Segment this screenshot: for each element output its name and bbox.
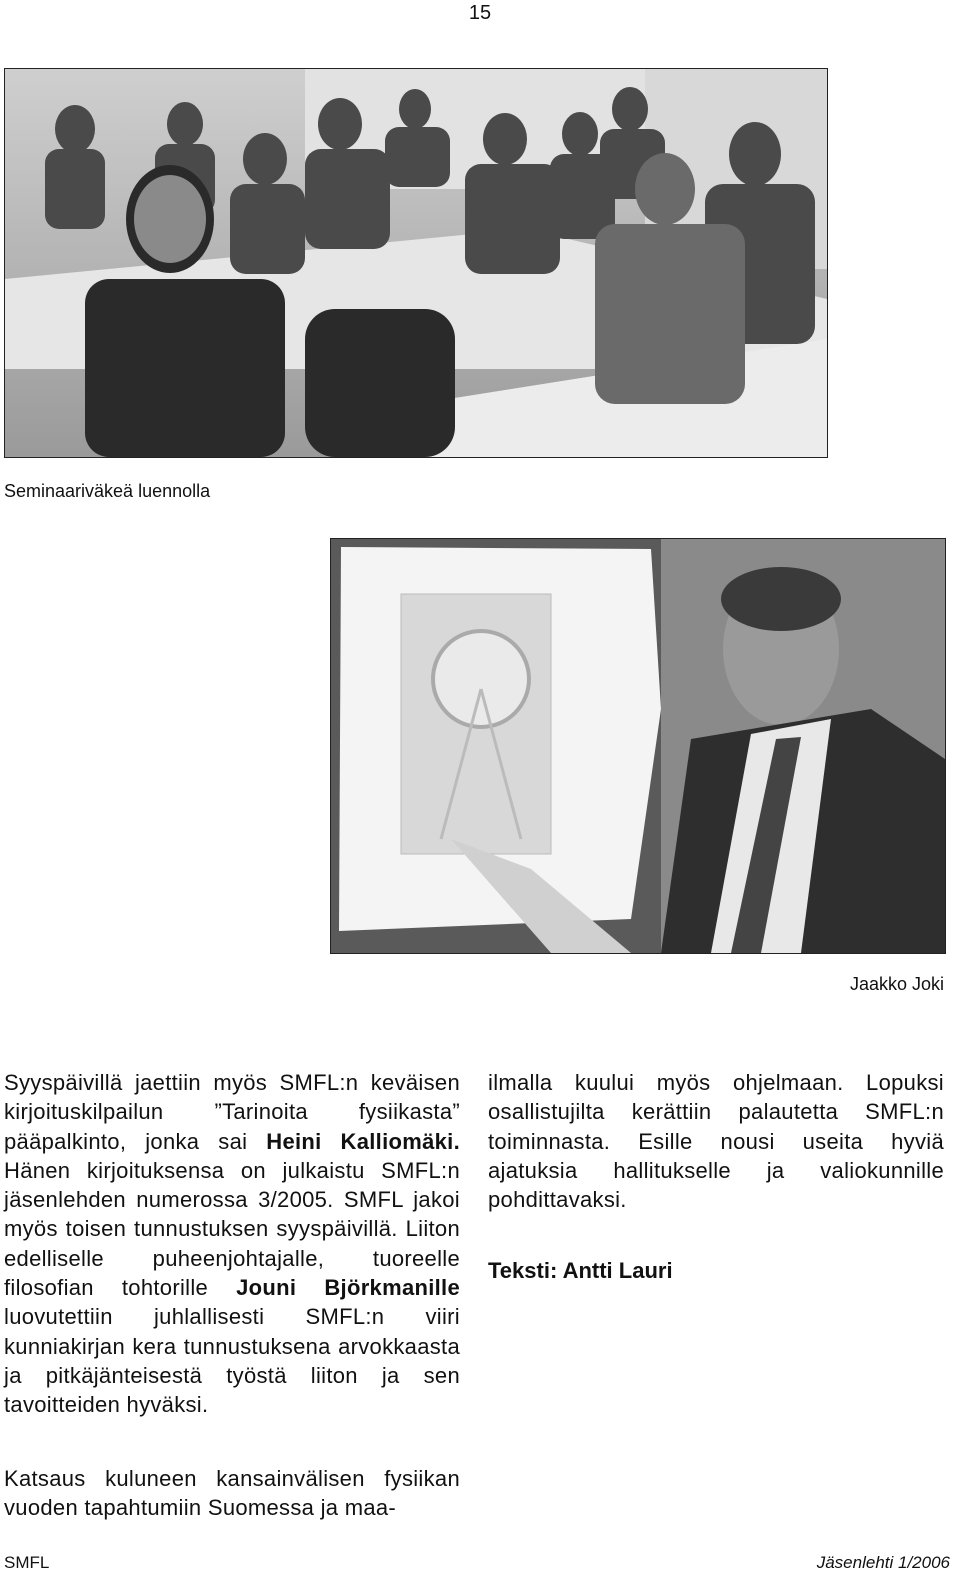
seminar-audience-photo: [4, 68, 828, 458]
footer-issue: Jäsenlehti 1/2006: [816, 1553, 950, 1572]
article-left-column: [4, 1068, 460, 1420]
article-byline: Teksti: Antti Lauri: [488, 1258, 673, 1283]
page-number: 15: [468, 2, 492, 24]
article-right-column: ilmalla kuului myös ohjelmaan. Lopuksi osallistujilta kerättiin palautetta SMFL:n toiminnasta. Esille nousi useita hyviä ajatuksia hallitukselle ja valiokunnille pohdittavaksi.: [488, 1070, 944, 1213]
article-text: Hänen kirjoituksensa on julkaistu SMFL:n jäsenlehden numerossa 3/2005. SMFL jakoi myös toisen tunnustuksen syyspäivillä. Liiton edelliselle puheenjohtajalle, tuoreelle filosofian tohtorille: [4, 1157, 460, 1301]
article-text: luovutettiin juhlallisesti SMFL:n viiri kunniakirjan kera tunnustuksena arvokkaasta ja pitkäjänteisestä työstä liiton ja sen tavoitteiden hyväksi.: [4, 1304, 460, 1418]
photo-caption-audience: Seminaariväkeä luennolla: [4, 481, 211, 501]
lecturer-photo: [330, 538, 946, 954]
photo-caption-lecturer: Jaakko Joki: [849, 974, 944, 994]
article-text: Syyspäivillä jaettiin myös SMFL:n keväisen kirjoituskilpailun ”Tarinoita fysiikasta” pääpalkinto, jonka sai: [4, 1070, 460, 1154]
award-winner-name: Heini Kalliomäki.: [266, 1128, 460, 1154]
footer-publisher: SMFL: [4, 1553, 50, 1572]
article-continuation: Katsaus kuluneen kansainvälisen fysiikan vuoden tapahtumiin Suomessa ja maa-: [4, 1466, 460, 1521]
honoree-name: Jouni Björkmanille: [236, 1275, 460, 1301]
